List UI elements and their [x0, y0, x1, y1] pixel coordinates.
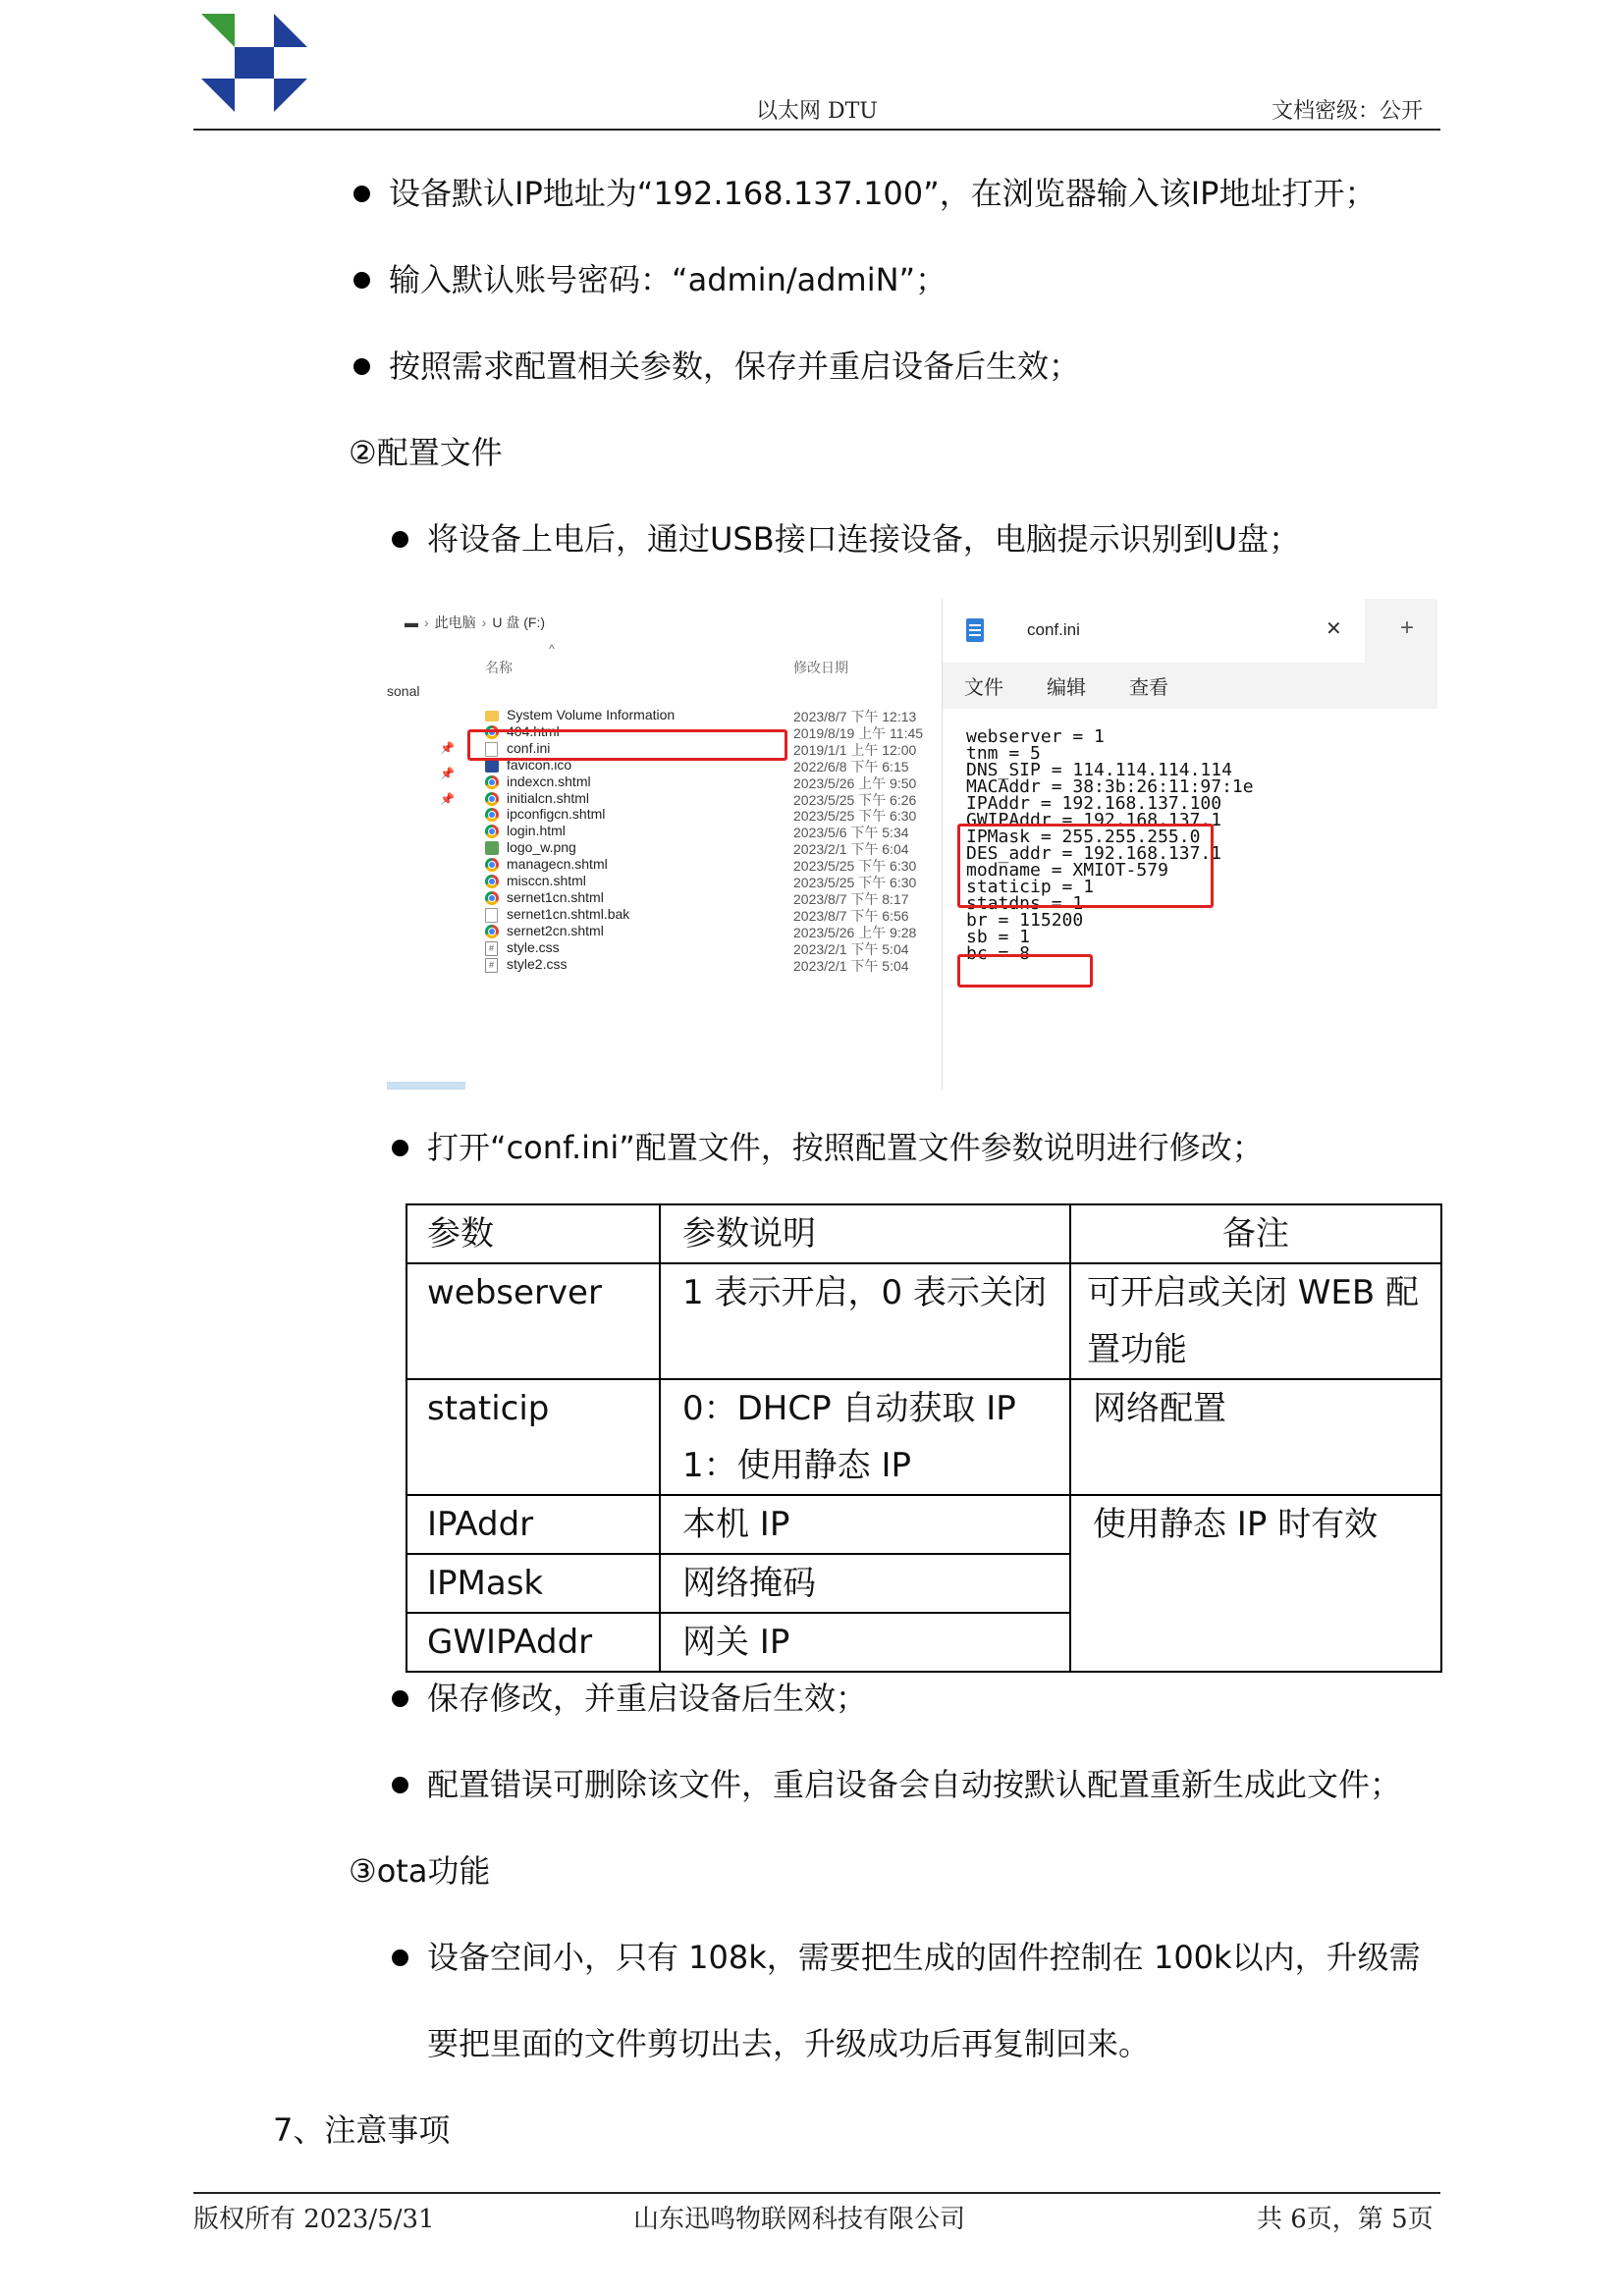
- file-date: 2022/6/8 下午 6:15: [793, 758, 909, 774]
- pin-icon: 📌: [440, 792, 455, 806]
- file-name: misccn.shtml: [507, 873, 586, 888]
- file-date: 2023/5/25 下午 6:26: [793, 791, 917, 808]
- file-name: 404.html: [507, 722, 560, 739]
- chrome-icon: [485, 792, 499, 806]
- tab-title: conf.ini: [1027, 620, 1080, 639]
- bullet-dot: [353, 186, 370, 202]
- close-tab-icon[interactable]: ✕: [1326, 618, 1342, 640]
- param-ipaddr: IPAddr: [427, 1505, 534, 1544]
- config-line: staticip = 1: [966, 877, 1095, 897]
- param-staticip: staticip: [427, 1389, 550, 1428]
- bullet-save-restart: [389, 347, 1080, 386]
- config-line: DES_addr = 192.168.137.1: [966, 843, 1222, 864]
- highlight-ip-settings: [957, 824, 1214, 908]
- section-ota: ③ota功能: [349, 1852, 491, 1890]
- file-name: style2.css: [507, 955, 568, 972]
- table-row: [406, 1263, 1441, 1379]
- bullet-text: 输入默认账号密码：“admin/admiN”；: [389, 261, 947, 298]
- company-logo: [201, 14, 307, 112]
- highlight-conf-ini: [467, 729, 787, 761]
- bullet-text: 设备空间小，只有 108k，需要把生成的固件控制在 100k以内，升级需: [427, 1939, 1421, 1976]
- scrollbar-track[interactable]: [387, 1082, 465, 1090]
- chrome-icon: [485, 808, 499, 822]
- file-name: managecn.shtml: [507, 856, 608, 873]
- pin-icon: 📌: [440, 741, 455, 755]
- bullet-text: 设备默认IP地址为“192.168.137.100”，在浏览器输入该IP地址打开；: [389, 175, 1377, 212]
- desc-gwipaddr: 网关 IP: [682, 1623, 790, 1662]
- desc-ipaddr: 本机 IP: [682, 1505, 790, 1544]
- chrome-icon: [485, 858, 499, 872]
- bullet-dot: [353, 358, 370, 375]
- param-webserver: webserver: [427, 1273, 602, 1312]
- file-name: ipconfigcn.shtml: [507, 806, 606, 823]
- parameter-table: [406, 1203, 1442, 1673]
- footer-pages: 共 6页，第 5页: [1257, 2205, 1434, 2234]
- desc-ipmask: 网络掩码: [682, 1564, 816, 1603]
- bullet-dot: [392, 1140, 408, 1156]
- bullet-dot: [353, 272, 370, 289]
- png-file-icon: [485, 841, 499, 855]
- bullet-text: 按照需求配置相关参数，保存并重启设备后生效；: [389, 347, 1081, 385]
- bullet-text: 打开“conf.ini”配置文件，按照配置文件参数说明进行修改；: [427, 1129, 1264, 1166]
- desc-webserver: 1 表示开启，0 表示关闭: [682, 1273, 1047, 1312]
- file-date: 2023/8/7 下午 6:56: [793, 907, 909, 924]
- classification-label: 文档密级：公开: [1272, 99, 1424, 124]
- file-name: sernet1cn.shtml: [507, 888, 604, 905]
- file-date: 2023/8/7 下午 12:13: [793, 709, 917, 724]
- file-date: 2023/2/1 下午 5:04: [793, 940, 909, 957]
- menu-edit[interactable]: 编辑: [1047, 677, 1086, 699]
- pin-icon: 📌: [440, 767, 455, 780]
- config-line: GWIPAddr = 192.168.137.1: [966, 810, 1222, 830]
- footer-company: 山东迅鸣物联网科技有限公司: [633, 2205, 966, 2234]
- footer-rule: [193, 2192, 1440, 2194]
- menu-view[interactable]: 查看: [1129, 677, 1168, 699]
- bullet-dot: [392, 1949, 408, 1966]
- new-tab-icon[interactable]: +: [1400, 614, 1415, 641]
- header-note: 备注: [1222, 1214, 1289, 1254]
- file-date: 2023/5/25 下午 6:30: [793, 808, 917, 825]
- header-rule: [193, 129, 1440, 131]
- file-name: System Volume Information: [507, 707, 676, 722]
- desc-staticip-line1: 0：DHCP 自动获取 IP: [682, 1389, 1016, 1428]
- footer-copyright: 版权所有 2023/5/31: [193, 2205, 435, 2234]
- nav-pane-label[interactable]: sonal: [387, 683, 420, 699]
- config-line: tnm = 5: [966, 743, 1041, 764]
- section-notes: 7、注意事项: [273, 2111, 451, 2149]
- file-name: favicon.ico: [507, 756, 572, 773]
- breadcrumb: ▬ › 此电脑 › U 盘 (F:): [405, 614, 545, 630]
- file-name: logo_w.png: [507, 839, 576, 856]
- chrome-icon: [485, 925, 499, 938]
- file-date: 2023/2/1 下午 5:04: [793, 957, 909, 974]
- bullet-delete-file: [427, 1765, 1401, 1804]
- header-desc: 参数说明: [682, 1214, 816, 1254]
- file-date: 2023/5/26 上午 9:28: [793, 924, 917, 940]
- bullet-dot: [392, 1777, 408, 1793]
- file-date: 2023/5/6 下午 5:34: [793, 825, 909, 841]
- file-name: style.css: [507, 938, 560, 955]
- css-file-icon: #: [485, 958, 498, 973]
- section-config-file: ②配置文件: [349, 434, 503, 471]
- table-row: [406, 1495, 1441, 1554]
- folder-icon: [485, 711, 499, 721]
- config-line: MACAddr = 38:3b:26:11:97:1e: [966, 776, 1254, 797]
- chrome-icon: [485, 775, 499, 789]
- column-header-date[interactable]: 修改日期: [793, 660, 848, 675]
- note-webserver-line2: 置功能: [1087, 1330, 1187, 1369]
- bullet-default-credentials: [389, 260, 947, 299]
- file-name: sernet1cn.shtml.bak: [507, 905, 630, 922]
- bullet-default-ip: [389, 174, 1376, 213]
- config-line: sb = 1: [966, 927, 1031, 947]
- chrome-icon: [485, 875, 499, 888]
- breadcrumb-this-pc[interactable]: 此电脑: [434, 614, 476, 630]
- file-name: sernet2cn.shtml: [507, 922, 604, 938]
- config-line: statdns = 1: [966, 893, 1084, 914]
- param-ipmask: IPMask: [427, 1564, 544, 1603]
- usb-drive-screenshot: [387, 599, 1437, 1090]
- file-name: indexcn.shtml: [507, 773, 591, 789]
- bullet-dot: [392, 531, 408, 548]
- param-gwipaddr: GWIPAddr: [427, 1623, 593, 1662]
- file-name: initialcn.shtml: [507, 789, 590, 806]
- config-line: modname = XMIOT-579: [966, 860, 1168, 881]
- file-date: 2023/5/26 上午 9:50: [793, 774, 917, 791]
- file-row[interactable]: [485, 954, 937, 979]
- config-line: br = 115200: [966, 910, 1084, 931]
- bullet-ota-space: [427, 1938, 1421, 1977]
- highlight-staticip: [957, 954, 1093, 988]
- sort-caret-icon: ^: [549, 642, 555, 656]
- file-date: 2023/2/1 下午 6:04: [793, 841, 909, 858]
- file-date: 2023/8/7 下午 8:17: [793, 890, 909, 907]
- desc-staticip-line2: 1：使用静态 IP: [682, 1446, 911, 1485]
- chrome-icon: [485, 825, 499, 838]
- css-file-icon: #: [485, 941, 498, 956]
- bullet-text: 配置错误可删除该文件，重启设备会自动按默认配置重新生成此文件；: [427, 1766, 1402, 1803]
- note-staticip: 网络配置: [1093, 1389, 1226, 1428]
- column-header-name[interactable]: 名称: [485, 660, 513, 675]
- header-param: 参数: [427, 1214, 494, 1254]
- ota-line-2: 要把里面的文件剪切出去，升级成功后再复制回来。: [427, 2025, 1151, 2062]
- bullet-open-conf: [427, 1128, 1264, 1167]
- file-name: login.html: [507, 823, 566, 839]
- bullet-text: 保存修改，并重启设备后生效；: [427, 1680, 868, 1717]
- bullet-dot: [392, 1690, 408, 1707]
- bullet-text: 将设备上电后，通过USB接口连接设备，电脑提示识别到U盘；: [427, 520, 1301, 558]
- config-line: webserver = 1: [966, 726, 1105, 747]
- tab-conf-ini[interactable]: [943, 599, 1365, 663]
- config-line: bc = 8: [966, 943, 1031, 964]
- notepad-file-icon: [966, 618, 984, 642]
- file-date: 2019/8/19 上午 11:45: [793, 724, 924, 741]
- bullet-usb-connect: [427, 519, 1300, 559]
- config-line: DNS_SIP = 114.114.114.114: [966, 760, 1232, 780]
- note-webserver-line1: 可开启或关闭 WEB 配: [1087, 1273, 1420, 1312]
- config-line: IPMask = 255.255.255.0: [966, 827, 1201, 847]
- file-explorer-window: [387, 599, 937, 1090]
- note-static-valid: 使用静态 IP 时有效: [1093, 1505, 1379, 1544]
- config-line: IPAddr = 192.168.137.100: [966, 793, 1222, 814]
- table-row: [406, 1379, 1441, 1495]
- chrome-icon: [485, 891, 499, 905]
- file-date: 2019/1/1 上午 12:00: [793, 741, 917, 758]
- bullet-save-changes: [427, 1679, 867, 1718]
- breadcrumb-u-drive[interactable]: U 盘 (F:): [492, 614, 545, 630]
- drive-icon: ▬: [405, 614, 418, 630]
- file-date: 2023/5/25 下午 6:30: [793, 875, 917, 890]
- table-header-row: [406, 1204, 1441, 1263]
- file-date: 2023/5/25 下午 6:30: [793, 858, 917, 875]
- file-name: conf.ini: [507, 739, 551, 756]
- menu-file[interactable]: 文件: [964, 677, 1003, 699]
- doc-title: 以太网 DTU: [756, 99, 878, 124]
